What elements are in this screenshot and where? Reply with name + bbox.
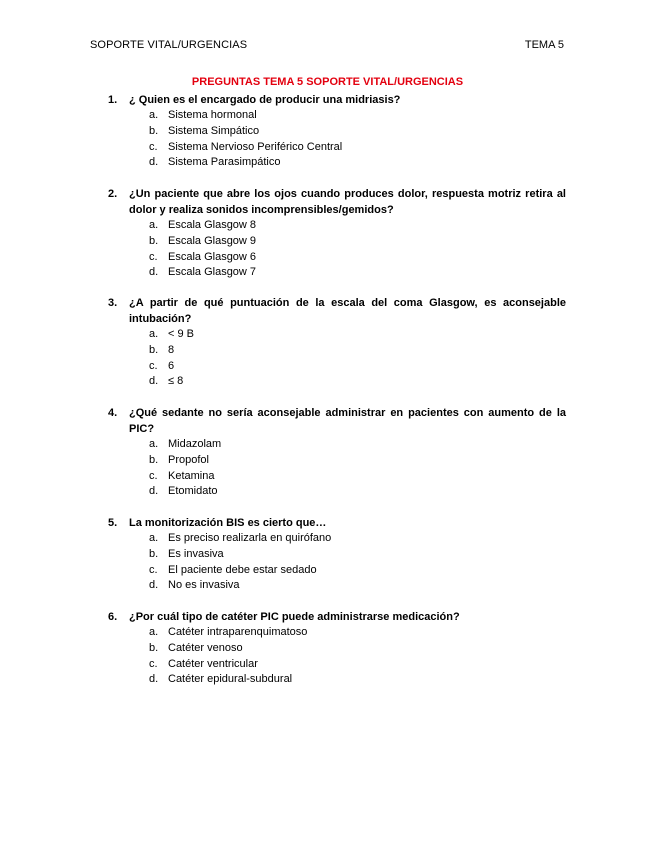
- option-b: [149, 124, 566, 140]
- option-letter: c.: [149, 657, 158, 670]
- option-letter: a.: [149, 626, 159, 638]
- option-letter: b.: [149, 343, 159, 356]
- option-letter: c.: [149, 250, 158, 263]
- option-letter: b.: [149, 124, 159, 137]
- option-d: [149, 578, 566, 594]
- option-text: No es invasiva: [168, 579, 240, 592]
- question-text: ¿Un paciente que abre los ojos cuando produces dolor, respuesta motriz retira al dolor y realiza sonidos incomprensibles/gemidos?: [129, 188, 566, 216]
- option-d: [149, 672, 566, 688]
- question-2: [108, 186, 566, 281]
- question-6: [108, 609, 566, 688]
- option-letter: b.: [149, 547, 159, 560]
- page-title: PREGUNTAS TEMA 5 SOPORTE VITAL/URGENCIAS: [191, 76, 464, 88]
- option-text: < 9 B: [168, 328, 194, 340]
- option-text: Catéter intraparenquimatoso: [168, 626, 308, 638]
- option-letter: d.: [149, 156, 159, 169]
- option-letter: a.: [149, 532, 159, 544]
- question-number: 1.: [108, 94, 118, 106]
- option-letter: c.: [149, 359, 158, 372]
- question-4: [108, 405, 566, 500]
- option-text: Escala Glasgow 7: [168, 266, 257, 279]
- option-text: ≤ 8: [168, 375, 184, 388]
- option-letter: a.: [149, 438, 159, 450]
- option-text: 8: [168, 343, 175, 356]
- option-letter: d.: [149, 485, 159, 498]
- option-letter: b.: [149, 641, 159, 654]
- option-list: [108, 327, 566, 390]
- question-number: 6.: [108, 611, 118, 623]
- option-d: [149, 155, 566, 171]
- option-list: [108, 531, 566, 594]
- option-text: Escala Glasgow 9: [168, 234, 257, 247]
- question-number: 3.: [108, 297, 118, 309]
- option-text: Propofol: [168, 453, 209, 466]
- option-letter: b.: [149, 234, 159, 247]
- question-number: 2.: [108, 188, 118, 200]
- option-letter: d.: [149, 266, 159, 279]
- option-b: [149, 547, 566, 563]
- header-title: SOPORTE VITAL/URGENCIAS: [90, 39, 248, 51]
- option-text: Sistema Simpático: [168, 124, 260, 137]
- option-letter: c.: [149, 469, 158, 482]
- option-letter: d.: [149, 673, 159, 686]
- option-a: [149, 437, 566, 453]
- question-3: [108, 295, 566, 390]
- option-a: [149, 108, 566, 124]
- option-a: [149, 531, 566, 547]
- option-b: [149, 453, 566, 469]
- option-a: [149, 625, 566, 641]
- option-letter: b.: [149, 453, 159, 466]
- option-text: Es preciso realizarla en quirófano: [168, 532, 332, 544]
- option-d: [149, 484, 566, 500]
- option-a: [149, 327, 566, 343]
- question-5: [108, 515, 566, 594]
- option-text: Catéter epidural-subdural: [168, 673, 293, 686]
- option-text: Sistema Nervioso Periférico Central: [168, 140, 343, 153]
- option-text: Sistema Parasimpático: [168, 156, 281, 169]
- option-text: Es invasiva: [168, 547, 224, 560]
- option-text: 6: [168, 359, 175, 372]
- option-c: [149, 250, 566, 266]
- option-letter: a.: [149, 109, 159, 121]
- question-text: ¿ Quien es el encargado de producir una midriasis?: [129, 94, 401, 106]
- option-c: [149, 140, 566, 156]
- option-text: Catéter venoso: [168, 641, 243, 654]
- option-b: [149, 641, 566, 657]
- question-number: 4.: [108, 407, 118, 419]
- option-c: [149, 359, 566, 375]
- option-d: [149, 374, 566, 390]
- question-number: 5.: [108, 517, 118, 529]
- question-text: ¿A partir de qué puntuación de la escala del coma Glasgow, es aconsejable intubación?: [129, 297, 566, 325]
- option-text: Escala Glasgow 6: [168, 250, 257, 263]
- header-topic: TEMA 5: [524, 39, 564, 51]
- option-letter: a.: [149, 219, 159, 231]
- option-text: Etomidato: [168, 485, 218, 498]
- option-text: Sistema hormonal: [168, 109, 257, 121]
- option-c: [149, 563, 566, 579]
- option-list: [108, 625, 566, 688]
- option-text: Ketamina: [168, 469, 215, 482]
- option-text: Escala Glasgow 8: [168, 219, 257, 231]
- option-b: [149, 343, 566, 359]
- option-b: [149, 234, 566, 250]
- question-text: ¿Por cuál tipo de catéter PIC puede administrarse medicación?: [129, 611, 460, 623]
- option-text: Midazolam: [168, 438, 222, 450]
- option-c: [149, 469, 566, 485]
- question-text: ¿Qué sedante no sería aconsejable administrar en pacientes con aumento de la PIC?: [129, 407, 566, 435]
- option-d: [149, 265, 566, 281]
- option-letter: c.: [149, 140, 158, 153]
- option-letter: a.: [149, 328, 159, 340]
- option-text: Catéter ventricular: [168, 657, 258, 670]
- option-a: [149, 218, 566, 234]
- option-list: [108, 218, 566, 281]
- option-c: [149, 657, 566, 673]
- option-letter: c.: [149, 563, 158, 576]
- option-list: [108, 108, 566, 171]
- option-letter: d.: [149, 375, 159, 388]
- option-text: El paciente debe estar sedado: [168, 563, 317, 576]
- option-letter: d.: [149, 579, 159, 592]
- question-1: [108, 92, 566, 171]
- question-text: La monitorización BIS es cierto que…: [129, 517, 327, 529]
- option-list: [108, 437, 566, 500]
